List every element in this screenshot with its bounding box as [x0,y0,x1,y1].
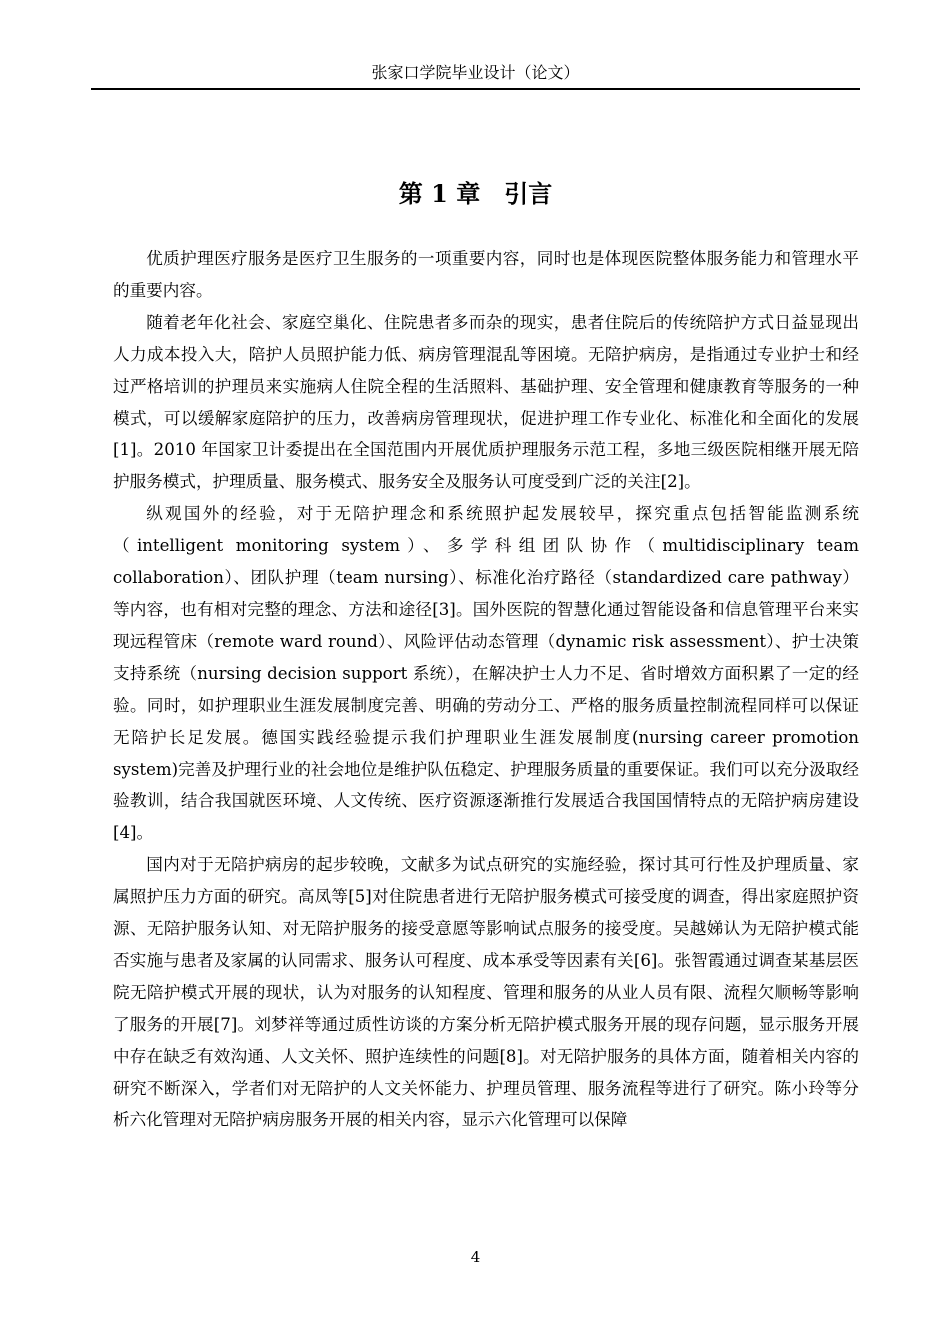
chapter-title: 第 1 章 引言 [398,179,553,208]
page-number: 4 [470,1248,481,1266]
paragraph: 优质护理医疗服务是医疗卫生服务的一项重要内容，同时也是体现医院整体服务能力和管理水平的重要内容。 [113,249,859,300]
paragraph: 随着老年化社会、家庭空巢化、住院患者多而杂的现实，患者住院后的传统陪护方式日益显现出人力成本投入大，陪护人员照护能力低、病房管理混乱等困境。无陪护病房，是指通过专业护士和经过严格培训的护理员来实施病人住院全程的生活照料、基础护理、安全管理和健康教育等服务的一种模式，可以缓解家庭陪护的压力，改善病房管理现状，促进护理工作专业化、标准化和全面化的发展[1]。2010 年国家卫计委提出在全国范围内开展优质护理服务示范工程，多地三级医院相继开展无陪护服务模式，护理质量、服务模式、服务安全及服务认可度受到广泛的关注[2]。 [113,312,859,492]
paragraph: 国内对于无陪护病房的起步较晚，文献多为试点研究的实施经验，探讨其可行性及护理质量、家属照护压力方面的研究。高凤等[5]对住院患者进行无陪护服务模式可接受度的调查，得出家庭照护资源、无陪护服务认知、对无陪护服务的接受意愿等影响试点服务的接受度。吴越娣认为无陪护模式能否实施与患者及家属的认同需求、服务认可程度、成本承受等因素有关[6]。张智霞通过调查某基层医院无陪护模式开展的现状，认为对服务的认知程度、管理和服务的从业人员有限、流程欠顺畅等影响了服务的开展[7]。刘梦祥等通过质性访谈的方案分析无陪护模式服务开展的现存问题，显示服务开展中存在缺乏有效沟通、人文关怀、照护连续性的问题[8]。对无陪护服务的具体方面，随着相关内容的研究不断深入，学者们对无陪护的人文关怀能力、护理员管理、服务流程等进行了研究。陈小玲等分析六化管理对无陪护病房服务开展的相关内容，显示六化管理可以保障 [113,855,859,1130]
page-header: 张家口学院毕业设计（论文） [91,60,860,90]
paragraph: 纵观国外的经验，对于无陪护理念和系统照护起发展较早，探究重点包括智能监测系统（intelligent monitoring system）、多学科组团队协作（multidisciplinary team collaboration）、团队护理（team nursing）、标准化治疗路径（standardized care pathway）等内容，也有相对完整的理念、方法和途径[3]。国外医院的智慧化通过智能设备和信息管理平台来实现远程管床（remote ward round）、风险评估动态管理（dynamic risk assessment）、护士决策支持系统（nursing decision support 系统），在解决护士人力不足、省时增效方面积累了一定的经验。同时，如护理职业生涯发展制度完善、明确的劳动分工、严格的服务质量控制流程同样可以保证无陪护长足发展。德国实践经验提示我们护理职业生涯发展制度(nursing career promotion system)完善及护理行业的社会地位是维护队伍稳定、护理服务质量的重要保证。我们可以充分汲取经验教训，结合我国就医环境、人文传统、医疗资源逐渐推行发展适合我国国情特点的无陪护病房建设[4]。 [113,504,859,843]
body-text [113,243,859,1136]
